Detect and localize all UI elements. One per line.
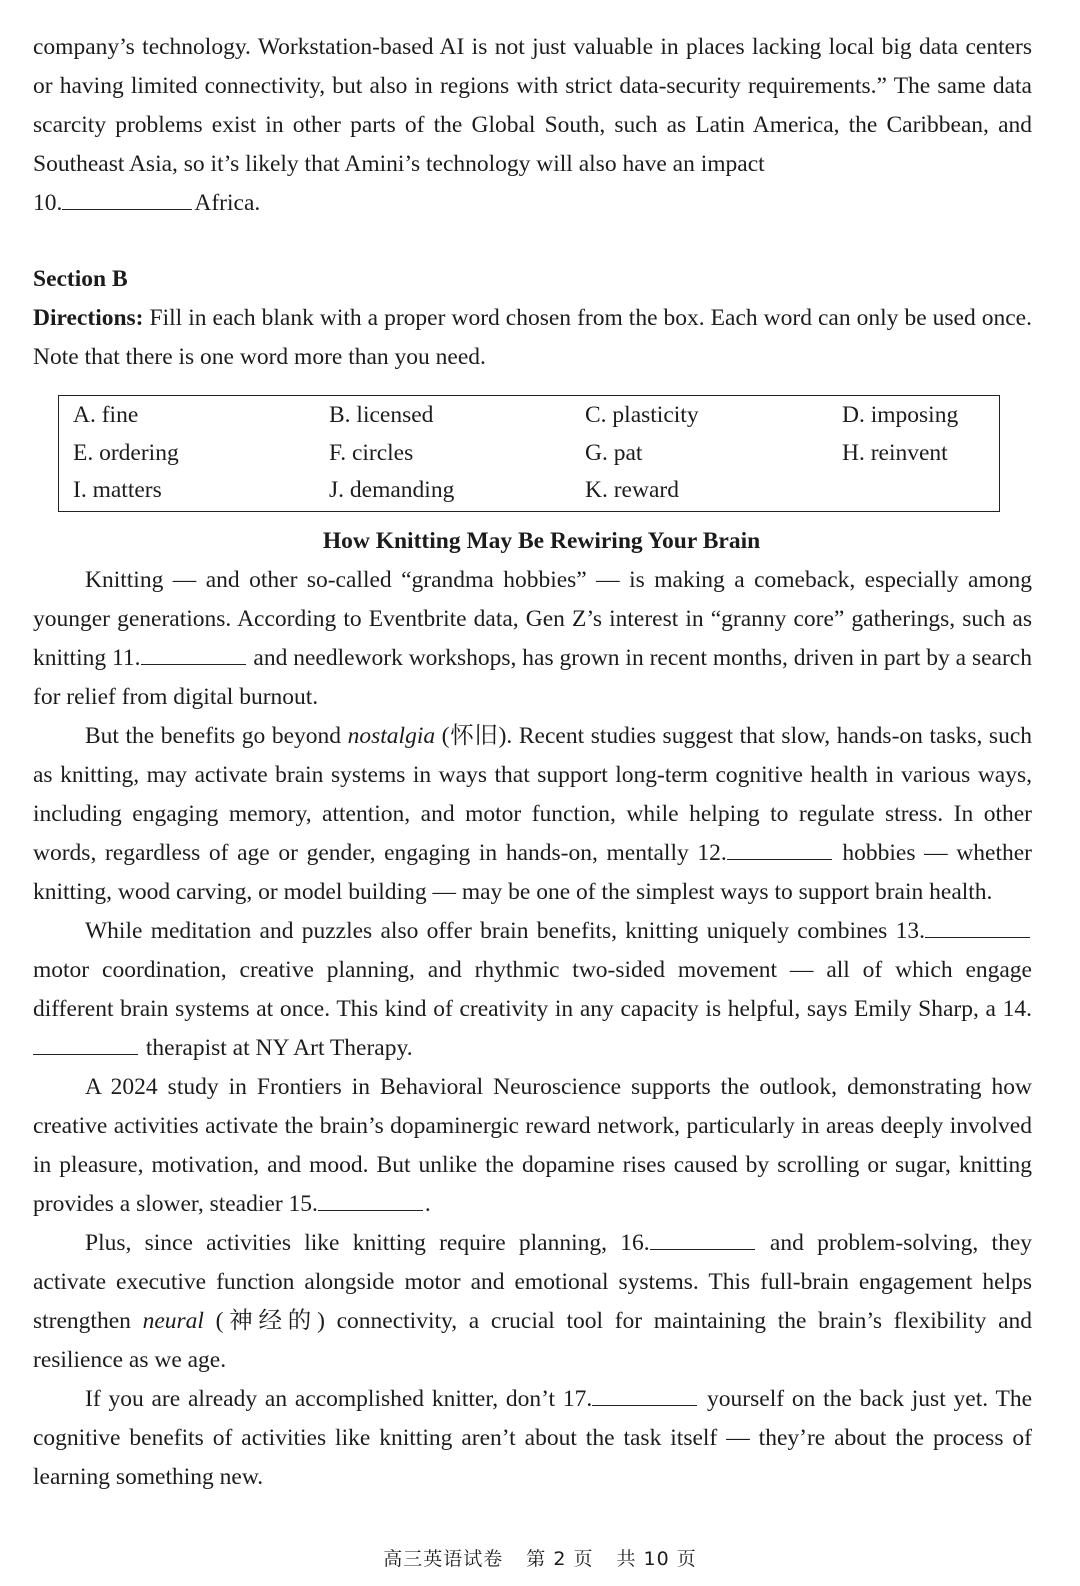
word-option: H. reinvent [842, 439, 948, 466]
blank-number: 15. [288, 1190, 318, 1217]
footer-exam-name: 高三英语试卷 [383, 1548, 504, 1570]
paragraph-text: . Recent studies suggest that slow, hands-on tasks, such as knitting, may activate brain systems in ways that support long-term cognitive health in various ways, including engaging memory, attention, and motor function, while helping to regulate stress. In other words, regardless of age or gender, engaging in hands-on, mentally [33, 722, 1033, 866]
word-option: B. licensed [329, 402, 434, 428]
italic-term: neural [142, 1307, 204, 1334]
blank-number: 16. [620, 1229, 650, 1256]
article-paragraph-4 [33, 1068, 1032, 1224]
answer-blank[interactable] [727, 835, 832, 860]
paragraph-text: But the benefits go beyond [85, 722, 348, 749]
word-option: I. matters [73, 477, 162, 503]
intro-after-blank: Africa. [194, 190, 261, 216]
paragraph-text: and problem-solving, they activate executive function alongside motor and emotional systems. This full-brain engagement helps strengthen [33, 1229, 1033, 1334]
paragraph-text: and needlework workshops, has grown in recent months, driven in part by a search for relief from digital burnout. [33, 644, 1032, 710]
paragraph-text: therapist at NY Art Therapy. [140, 1034, 413, 1061]
section-title: Section B [33, 266, 128, 292]
article-title: How Knitting May Be Rewiring Your Brain [322, 527, 761, 554]
answer-blank[interactable] [62, 185, 192, 210]
answer-blank[interactable] [925, 913, 1030, 938]
article-paragraph-6 [33, 1380, 1032, 1497]
paragraph-text: . [424, 1190, 431, 1217]
paragraph-text: Plus, since activities like knitting require planning, [85, 1229, 621, 1256]
footer-page-number: 第 2 页 [526, 1548, 594, 1570]
directions-text: Fill in each blank with a proper word chosen from the box. Each word can only be used once. Note that there is one word more than you need. [33, 305, 1032, 370]
chinese-gloss: (怀旧) [435, 722, 507, 749]
paragraph-text: If you are already an accomplished knitter, don’t [85, 1385, 563, 1412]
word-option: C. plasticity [585, 402, 699, 428]
word-option: A. fine [73, 402, 139, 428]
intro-paragraph [33, 28, 1032, 223]
word-option: J. demanding [329, 477, 455, 503]
paragraph-text: A 2024 study in Frontiers in Behavioral Neuroscience supports the outlook, demonstrating how creative activities activate the brain’s dopaminergic reward network, particularly in areas deeply involved in pleasure, motivation, and mood. But unlike the dopamine rises caused by scrolling or sugar, knitting provides a slower, steadier [33, 1073, 1032, 1217]
paragraph-text: connectivity, a crucial tool for maintaining the brain’s flexibility and resilience as we age. [33, 1307, 1033, 1373]
footer-total-pages: 共 10 页 [616, 1548, 697, 1570]
answer-blank[interactable] [592, 1381, 697, 1406]
paragraph-text: Knitting — and other so-called “grandma hobbies” — is making a comeback, especially among younger generations. According to Eventbrite data, Gen Z’s interest in “granny core” gatherings, such as knitting [33, 566, 1032, 671]
article-paragraph-1 [33, 561, 1032, 717]
paragraph-text: While meditation and puzzles also offer brain benefits, knitting uniquely combines [85, 917, 896, 944]
blank-number: 13. [895, 917, 925, 944]
paragraph-text: yourself on the back just yet. The cognitive benefits of activities like knitting aren’t about the task itself — they’re about the process of learning something new. [33, 1385, 1033, 1490]
directions-label: Directions: [33, 305, 144, 331]
blank-number: 11. [112, 644, 141, 671]
word-option [842, 472, 999, 510]
answer-blank[interactable] [141, 640, 246, 665]
article-paragraph-5 [33, 1224, 1032, 1380]
page-footer [0, 1540, 1080, 1579]
answer-blank[interactable] [318, 1186, 423, 1211]
answer-blank[interactable] [650, 1225, 755, 1250]
article-paragraph-3 [33, 912, 1032, 1068]
word-box [58, 395, 1000, 512]
paragraph-text: hobbies — whether knitting, wood carving, or model building — may be one of the simplest ways to support brain health. [33, 839, 1032, 905]
blank-number: 14. [1002, 995, 1032, 1022]
blank-number: 12. [697, 839, 727, 866]
word-option: G. pat [585, 439, 643, 466]
article-paragraph-2 [33, 717, 1032, 912]
word-option: F. circles [329, 439, 414, 466]
word-option: E. ordering [73, 439, 179, 466]
paragraph-text: motor coordination, creative planning, and rhythmic two-sided movement — all of which engage different brain systems at once. This kind of creativity in any capacity is helpful, says Emily Sharp, a [33, 956, 1032, 1022]
blank-number: 10. [33, 190, 63, 216]
blank-number: 17. [562, 1385, 593, 1412]
directions-paragraph [33, 299, 1032, 377]
intro-text: company’s technology. Workstation-based AI is not just valuable in places lacking local big data centers or having limited connectivity, but also in regions with strict data-security requirements.” The same data scarcity problems exist in other parts of the Global South, such as Latin America, the Caribbean, and Southeast Asia, so it’s likely that Amini’s technology will also have an impact [33, 34, 1032, 177]
chinese-gloss: (神经的) [203, 1307, 325, 1334]
italic-term: nostalgia [347, 722, 436, 749]
word-option: K. reward [585, 477, 679, 503]
word-option: D. imposing [842, 402, 959, 428]
answer-blank[interactable] [33, 1030, 138, 1055]
